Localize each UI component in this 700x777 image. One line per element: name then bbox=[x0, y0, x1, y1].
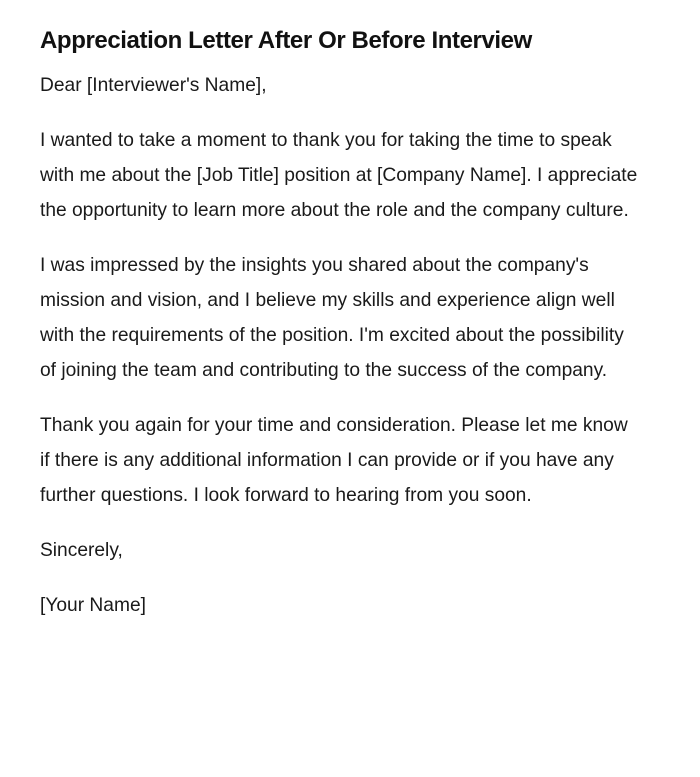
letter-paragraph-1: I wanted to take a moment to thank you for taking the time to speak with me about the [Job Title] position at [Company Name]. I appreciate the opportunity to learn more about the role and the company culture. bbox=[40, 130, 638, 221]
page-title: Appreciation Letter After Or Before Interview bbox=[40, 27, 532, 54]
letter-document bbox=[40, 24, 640, 643]
letter-paragraph-3: Thank you again for your time and consideration. Please let me know if there is any additional information I can provide or if you have any further questions. I look forward to hearing from you soon. bbox=[40, 415, 628, 506]
letter-salutation: Dear [Interviewer's Name], bbox=[40, 75, 267, 96]
letter-closing: Sincerely, bbox=[40, 540, 123, 561]
letter-signature: [Your Name] bbox=[40, 595, 146, 616]
letter-paragraph-2: I was impressed by the insights you shared about the company's mission and vision, and I believe my skills and experience align well with the requirements of the position. I'm excited about the possibility of joining the team and contributing to the success of the company. bbox=[40, 255, 624, 381]
